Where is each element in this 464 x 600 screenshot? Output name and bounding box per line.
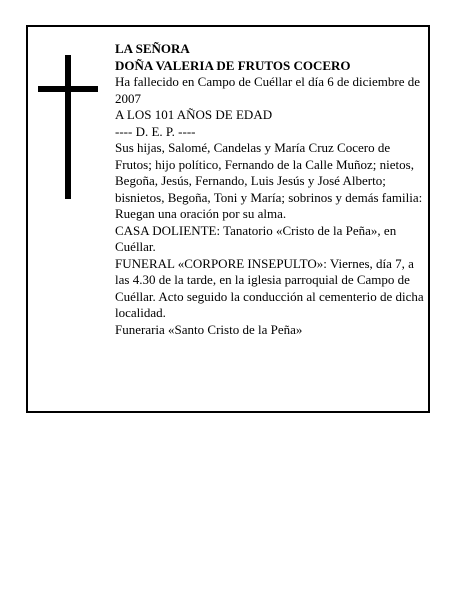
prayer-line: Ruegan una oración por su alma. xyxy=(115,206,287,221)
age-line: A LOS 101 AÑOS DE EDAD xyxy=(115,107,273,122)
family-paragraph: Sus hijas, Salomé, Candelas y María Cruz Cocero de Frutos; hijo político, Fernando de la Calle Muñoz; nietos, Begoña, Jesús, Fernando, Luis Jesús y José Alberto; bisnietos, Begoña, Toni y María; sobrinos y demás familia: xyxy=(115,140,423,205)
death-info: Ha fallecido en Campo de Cuéllar el día 6 de diciembre de 2007 xyxy=(115,74,421,106)
mourning-house: CASA DOLIENTE: Tanatorio «Cristo de la Peña», en Cuéllar. xyxy=(115,222,397,254)
rip-line: ---- D. E. P. ---- xyxy=(115,123,196,139)
cross-horizontal-bar xyxy=(38,86,98,92)
title-line: LA SEÑORA xyxy=(115,41,190,56)
funeral-home: Funeraria «Santo Cristo de la Peña» xyxy=(115,321,303,337)
cross-icon xyxy=(38,55,98,199)
deceased-name: DOÑA VALERIA DE FRUTOS COCERO xyxy=(115,57,351,73)
obituary-notice xyxy=(26,25,430,413)
funeral-details: FUNERAL «CORPORE INSEPULTO»: Viernes, día 7, a las 4.30 de la tarde, en la iglesia parroquial de Campo de Cuéllar. Acto seguido la conducción al cementerio de dicha localidad. xyxy=(115,255,424,320)
cross-vertical-bar xyxy=(65,55,71,199)
notice-text xyxy=(115,41,427,338)
